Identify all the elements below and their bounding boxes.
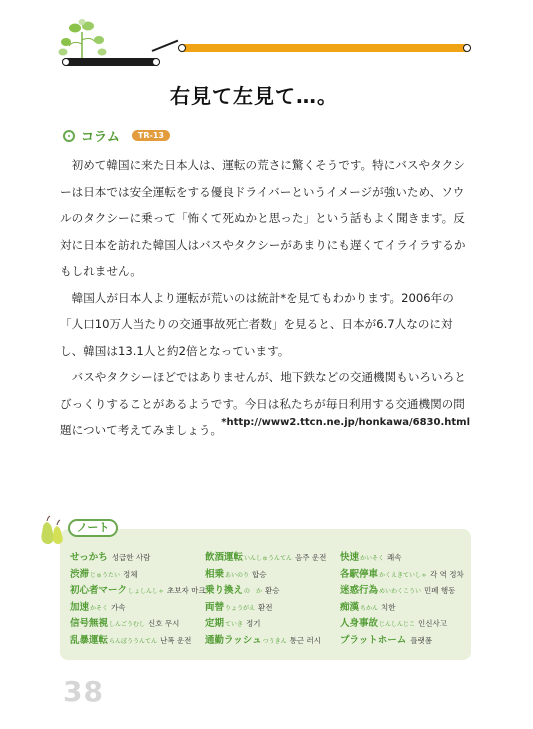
note-item: 痴漢ちかん 치한: [340, 601, 396, 613]
source-url: *http://www2.ttcn.ne.jp/honkawa/6830.html: [221, 417, 470, 428]
bar-dot: [62, 58, 70, 66]
flower-icon: [63, 130, 75, 142]
page-number: 38: [63, 675, 104, 708]
column-label: コラム: [81, 130, 120, 145]
header-bar-dark: [62, 58, 160, 66]
note-item: 各駅停車かくえきていしゃ 각 역 정차: [340, 568, 464, 580]
note-item: 加速かそく 가속: [70, 601, 126, 613]
note-item: 信号無視しんごうむし 신호 무시: [70, 618, 180, 630]
note-item: 迷惑行為めいわくこうい 민폐 행동: [340, 585, 456, 597]
header-bar-orange: [178, 44, 471, 52]
note-label: ノート: [68, 519, 118, 537]
note-item: 両替りょうがえ 환전: [205, 601, 273, 613]
note-item: 渋滞じゅうたい 정체: [70, 568, 138, 580]
bar-dot: [152, 58, 160, 66]
paragraph: 初めて韓国に来た日本人は、運転の荒さに驚くそうです。特にバスやタクシーは日本では安全運転をする優良ドライバーというイメージが強いため、ソウルのタクシーに乗って「怖くて死ぬかと思った」という話もよく聞きます。反対に日本を訪れた韓国人はバスやタクシーがあまりにも遅くてイライラするかもしれません。: [60, 158, 466, 278]
paragraph: 韓国人が日本人より運転が荒いのは統計*を見てもわかります。2006年の「人口10万人当たりの交通事故死亡者数」を見ると、日本が6.7人なのに対し、韓国は13.1人と約2倍となっています。: [60, 290, 454, 358]
bar-dot: [178, 44, 186, 52]
note-item: プラットホーム 플랫폼: [340, 634, 433, 646]
bar-dot: [463, 44, 471, 52]
note-item: 快速かいそく 쾌속: [340, 552, 402, 563]
note-column-3: [340, 550, 464, 650]
sprout-illustration: [55, 18, 110, 58]
pear-illustration: [39, 515, 65, 545]
paragraph: バスやタクシーほどではありませんが、地下鉄などの交通機関もいろいろとびっくりすることがあるようです。今日は私たちが毎日利用する交通機関の問題について考えてみましょう。: [60, 370, 466, 437]
column-body: [60, 152, 475, 444]
note-item: せっかち 성급한 사람: [70, 552, 151, 563]
note-column-1: [70, 550, 206, 650]
note-item: 乗り換えの か 환승: [205, 585, 280, 597]
page-title: 右見て左見て…。: [170, 84, 338, 108]
note-item: 定期ていき 정기: [205, 618, 261, 630]
header-connector: [152, 40, 179, 52]
audio-track-badge[interactable]: TR-13: [132, 130, 170, 141]
note-item: 通勤ラッシュつうきん 통근 러시: [205, 634, 322, 646]
note-item: 乱暴運転らんぼううんてん 난폭 운전: [70, 634, 192, 646]
note-item: 人身事故じんしんじこ 인신사고: [340, 618, 448, 630]
note-item: 初心者マークしょしんしゃ 초보자 마크: [70, 585, 206, 597]
note-item: 相乗あいのり 합승: [205, 568, 267, 580]
note-item: 飲酒運転いんしゅうんてん 음주 운전: [205, 552, 327, 563]
column-header: [63, 126, 170, 145]
note-column-2: [205, 550, 326, 650]
